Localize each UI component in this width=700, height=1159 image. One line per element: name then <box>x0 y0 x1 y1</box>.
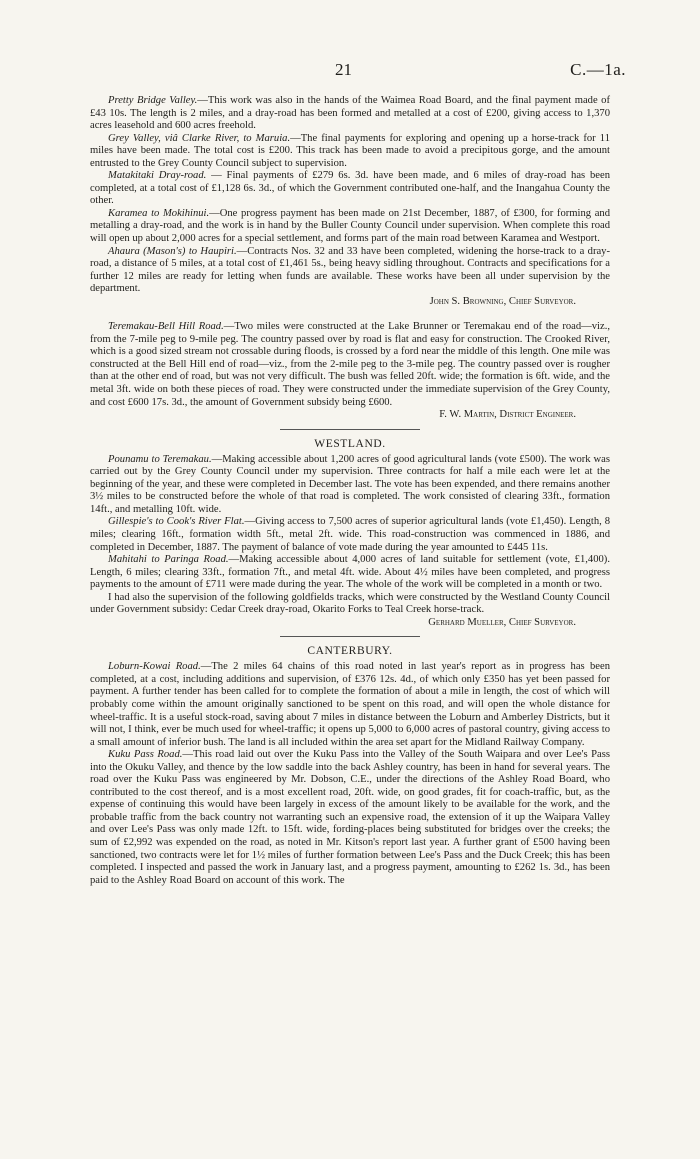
paragraph-title: Teremakau-Bell Hill Road. <box>108 321 224 333</box>
paragraph-gillespies <box>90 516 610 554</box>
paragraph-title: Pretty Bridge Valley. <box>108 95 198 106</box>
paragraph-text: —Making accessible about 4,000 acres of land suitable for settlement (vote, £1,400). Length, 6 miles; clearing 33ft., formation 7ft., and metal 4ft. wide. About 4½ miles have been completed, and progress payments to the amount of £711 were made during the year. The whole of the work will be completed in a month or two. <box>90 554 610 591</box>
paragraph-title: Pounamu to Teremakau. <box>108 453 212 465</box>
paragraph-grey-valley <box>90 133 610 171</box>
paragraph-text: —One progress payment has been made on 21st December, 1887, of £300, for forming and metalling a dray-road, and the work is in hand by the Buller County Council under supervision. When complete this road will open up about 2,000 acres for a special settlement, and forms part of the main road between Karamea and Westport. <box>90 207 610 245</box>
paragraph-kuku-pass <box>90 749 610 887</box>
paragraph-text: — Final payments of £279 6s. 3d. have been made, and 6 miles of dray-road has been completed, at a total cost of £1,128 6s. 3d., of which the Government contributed one-half, and the Inangahua County the other. <box>90 170 610 207</box>
paragraph-mahitahi <box>90 554 610 592</box>
page-number: 21 <box>335 60 352 79</box>
paragraph-loburn-kowai <box>90 661 610 749</box>
paragraph-title: Grey Valley, viâ Clarke River, to Maruia. <box>108 132 291 144</box>
signature-browning: John S. Browning, Chief Surveyor. <box>429 295 576 307</box>
paragraph-pounamu <box>90 454 610 517</box>
paragraph-title: Matakitaki Dray-road. <box>108 170 207 182</box>
paragraph-karamea <box>90 208 610 246</box>
paragraph-title: Gillespie's to Cook's River Flat. <box>108 516 245 528</box>
section-divider <box>280 429 420 430</box>
paragraph-title: Ahaura (Mason's) to Haupiri. <box>108 245 237 257</box>
paragraph-text: —Two miles were constructed at the Lake Brunner or Teremakau end of the road—viz., from the 7-mile peg to 9-mile peg. The country passed over by road is flat and easy for construction. The Crooked River, which is a good sized stream not crossable during floods, is crossed by a ford near the middle of this length. One mile was constructed at the Bell Hill end of road—viz., from the 2-mile peg to the 3-mile peg. The country passed over is rougher than at the other end of road, but was not very difficult. The bush was felled 20ft. wide; the formation is 6ft. wide, and the metal 3ft. wide on both these pieces of road. They were constructed under the immediate supervision of the Grey County, and cost £600 17s. 3d., the amount of Government subsidy being £600. <box>90 321 611 408</box>
document-body <box>90 95 610 887</box>
spacer <box>90 308 610 321</box>
paragraph-text: —Giving access to 7,500 acres of superior agricultural lands (vote £1,450). Length, 8 miles; clearing 16ft., formation width 5ft., metal 2ft. wide. This road-construction was commenced in 1886, and completed in December, 1887. The payment of balance of vote made during the year amounted to £445 11s. <box>90 516 610 553</box>
paragraph-title: Karamea to Mokihinui. <box>108 207 210 219</box>
paragraph-text: —The 2 miles 64 chains of this road noted in last year's report as in progress has been completed, at a cost, including additions and supervision, of £376 12s. 4d., of which only £350 has yet been passed for payment. A further tender has been called for to complete the formation of about a mile in length, the cost of which will probably come within the amount originally sanctioned to be spent on this road, and will open the whole distance for wheel-traffic. It is a useful stock-road, saving about 7 miles in distance between the Loburn and Amberley Districts, but it will not, I think, ever be much used for wheel-traffic; it opens up 5,000 to 6,000 acres of pastoral country, giving access to a small amount of inferior bush. The land is all included within the area set apart for the Midland Railway Company. <box>90 661 610 748</box>
signature-martin: F. W. Martin, District Engineer. <box>439 409 576 421</box>
paragraph-text: —Contracts Nos. 32 and 33 have been completed, widening the horse-track to a dray-road, a distance of 5 miles, at a total cost of £1,461 5s., being heavy sidling throughout. Contracts and specifications for a further 12 miles are ready for letting when funds are available. These works have been all under supervision by the department. <box>90 245 611 295</box>
paragraph-title: Mahitahi to Paringa Road. <box>108 554 229 566</box>
paragraph-pretty-bridge-valley <box>90 95 610 133</box>
paragraph-text: —This road laid out over the Kuku Pass into the Valley of the South Waipara and over Lee's Pass into the Okuku Valley, and thence by the low saddle into the back Ashley country, has been in hand for several years. The road over the Kuku Pass was engineered by Mr. Dobson, C.E., under the directions of the Ashley Road Board, who contributed to the cost thereof, and is a most excellent road, 20ft. wide, on good grades, fit for coach-traffic, but, as the expense of continuing this would have been largely in excess of the amount likely to be available for the work, and the probable traffic from the back country not warranting such an expensive road, the extension of it up the Waipara Valley and over Lee's Pass was only made 12ft. to 15ft. wide, fording-places being substituted for bridges over the creeks; the sum of £2,992 was expended on the road, as noted in Mr. Kitson's report last year. A further grant of £500 having been sanctioned, two contracts were let for 1½ miles of further formation between Lee's Pass and the Duck Creek; this has been completed. I inspected and passed the work in January last, and a progress payment, amounting to £262 1s. 3d., has been paid to the Ashley Road Board on account of this work. The <box>90 749 610 886</box>
paragraph-teremakau-bell-hill <box>90 321 610 409</box>
section-heading-canterbury: CANTERBURY. <box>307 645 393 658</box>
page-header <box>0 60 700 84</box>
section-heading-westland: WESTLAND. <box>314 437 386 450</box>
document-reference: C.—1a. <box>570 60 626 79</box>
signature-mueller: Gerhard Mueller, Chief Surveyor. <box>428 616 576 628</box>
paragraph-title: Kuku Pass Road. <box>108 749 183 761</box>
paragraph-ahaura <box>90 246 610 296</box>
paragraph-title: Loburn-Kowai Road. <box>108 661 201 673</box>
paragraph-text: —Making accessible about 1,200 acres of good agricultural lands (vote £500). The work was carried out by the Grey County Council under my supervision. Three contracts for half a mile each were let at the beginning of the year, and these were completed in December last. The vote has been expended, and there remains another 3½ miles to be constructed before the whole of that road is completed. The work consisted of clearing 33ft., formation 14ft., and metalling 10ft. wide. <box>90 453 610 515</box>
paragraph-text: —This work was also in the hands of the Waimea Road Board, and the final payment made of £43 10s. The length is 2 miles, and a dray-road has been formed and metalled at a cost of £200, giving access to 1,370 acres leasehold and 600 acres freehold. <box>90 95 610 132</box>
paragraph-text: —The final payments for exploring and opening up a horse-track for 11 miles have been made. The total cost is £200. This track has been made to avoid a precipitous gorge, and the amount entrusted to the Grey County Council subject to supervision. <box>90 132 610 169</box>
section-divider <box>280 636 420 637</box>
paragraph-matakitaki <box>90 170 610 208</box>
paragraph-goldfields-tracks: I had also the supervision of the following goldfields tracks, which were constructed by the Westland County Council under Government subsidy: Cedar Creek dray-road, Okarito Forks to Teal Creek horse-track. <box>90 591 610 616</box>
